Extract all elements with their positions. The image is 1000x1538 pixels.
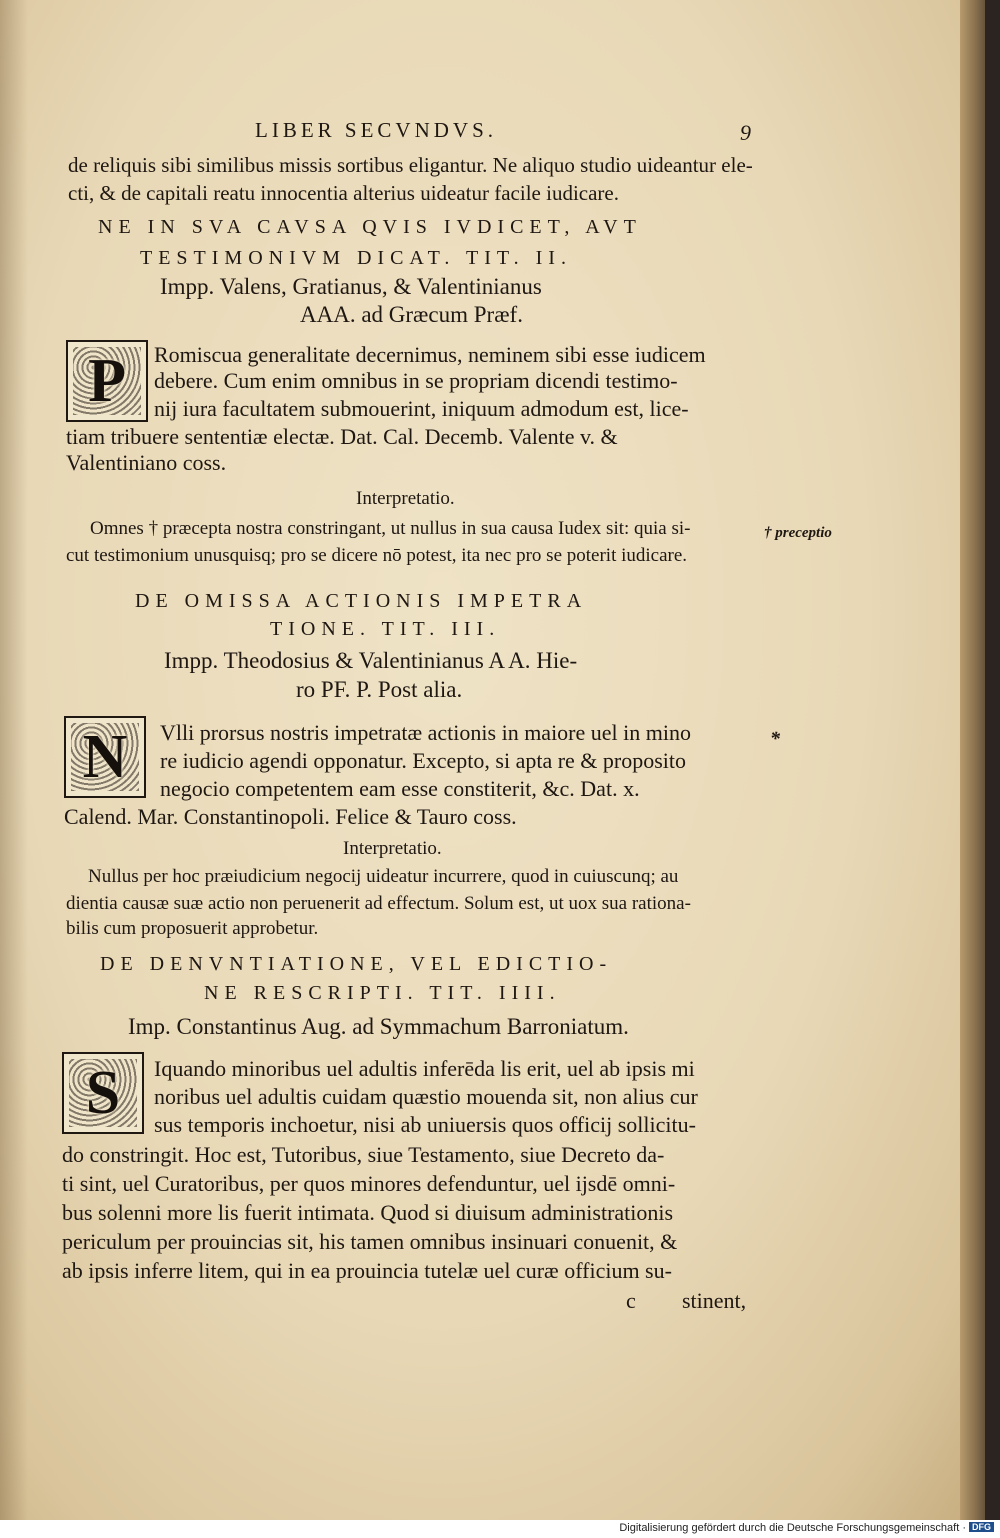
text-line: bilis cum proposuerit approbetur. xyxy=(66,918,319,939)
section-title: TIONE. TIT. III. xyxy=(270,618,501,640)
text-line: ti sint, uel Curatoribus, per quos minores defenduntur, uel ijsdē omni- xyxy=(62,1171,676,1196)
book-spine xyxy=(960,0,985,1520)
text-line: periculum per prouincias sit, his tamen omnibus insinuari conuenit, & xyxy=(62,1229,678,1254)
interpretatio-heading: Interpretatio. xyxy=(356,488,455,509)
text-line: Iquando minoribus uel adultis inferēda lis erit, uel ab ipsis mi xyxy=(154,1056,695,1081)
text-line: Valentiniano coss. xyxy=(66,450,227,475)
decorated-initial: S xyxy=(62,1052,144,1134)
text-line: bus solenni more lis fuerit intimata. Quod si diuisum administrationis xyxy=(62,1200,674,1225)
section-title: NE IN SVA CAVSA QVIS IVDICET, AVT xyxy=(98,216,642,238)
signature-mark: c xyxy=(626,1288,636,1313)
footer-credit-text: Digitalisierung gefördert durch die Deutsche Forschungsgemeinschaft · xyxy=(619,1522,966,1534)
rubric-line: ro PF. P. Post alia. xyxy=(296,677,463,702)
rubric-line: Impp. Valens, Gratianus, & Valentinianus xyxy=(160,274,542,299)
text-line: cut testimonium unusquisq; pro se dicere nō potest, ita nec pro se poterit iudicare. xyxy=(66,545,688,566)
margin-note: † preceptio xyxy=(764,525,832,541)
margin-asterisk: * xyxy=(770,728,780,750)
text-line: negocio competentem eam esse constiterit, &c. Dat. x. xyxy=(160,776,640,801)
running-title: LIBER SECVNDVS. xyxy=(255,118,498,142)
text-line: Omnes † præcepta nostra constringant, ut nullus in sua causa Iudex sit: quia si- xyxy=(90,518,691,539)
text-line: re iudicio agendi opponatur. Excepto, si apta re & proposito xyxy=(160,748,687,773)
page-number: 9 xyxy=(740,120,751,145)
text-line: Calend. Mar. Constantinopoli. Felice & Tauro coss. xyxy=(64,804,517,829)
section-title: TESTIMONIVM DICAT. TIT. II. xyxy=(140,247,572,269)
text-line: nij iura facultatem submouerint, iniquum admodum est, lice- xyxy=(154,396,689,421)
text-line: Nullus per hoc præiudicium negocij uideatur incurrere, quod in cuiuscunq; au xyxy=(88,866,679,887)
text-line: tiam tribuere sententiæ electæ. Dat. Cal. Decemb. Valente v. & xyxy=(66,424,618,449)
dfg-logo-icon: DFG xyxy=(969,1522,994,1532)
text-line: debere. Cum enim omnibus in se propriam dicendi testimo- xyxy=(154,368,678,393)
rubric-line: AAA. ad Græcum Præf. xyxy=(300,302,523,327)
section-title: DE DENVNTIATIONE, VEL EDICTIO- xyxy=(100,953,613,975)
decorated-initial: N xyxy=(64,716,146,798)
text-line: do constringit. Hoc est, Tutoribus, siue Testamento, siue Decreto da- xyxy=(62,1142,665,1167)
text-line: dientia causæ suæ actio non peruenerit ad effectum. Solum est, ut uox sua rationa- xyxy=(66,893,691,914)
section-title: NE RESCRIPTI. TIT. IIII. xyxy=(204,982,561,1004)
text-line: Vlli prorsus nostris impetratæ actionis in maiore uel in mino xyxy=(160,720,691,745)
text-line: sus temporis inchoetur, nisi ab uniuersis quos officij sollicitu- xyxy=(154,1112,696,1137)
section-title: DE OMISSA ACTIONIS IMPETRA xyxy=(135,590,588,612)
page-edge-shadow xyxy=(0,0,28,1520)
text-line: de reliquis sibi similibus missis sortibus eligantur. Ne aliquo studio uideantur ele- xyxy=(68,153,753,177)
text-line: Romiscua generalitate decernimus, neminem sibi esse iudicem xyxy=(154,342,706,367)
rubric-line: Impp. Theodosius & Valentinianus A A. Hie- xyxy=(164,648,578,673)
footer-credit xyxy=(619,1522,994,1534)
interpretatio-heading: Interpretatio. xyxy=(343,838,442,859)
text-line: noribus uel adultis cuidam quæstio mouenda sit, non alius cur xyxy=(154,1084,698,1109)
decorated-initial: P xyxy=(66,340,148,422)
catchword: stinent, xyxy=(682,1288,747,1313)
text-line: cti, & de capitali reatu innocentia alterius uideatur facile iudicare. xyxy=(68,181,619,205)
rubric-line: Imp. Constantinus Aug. ad Symmachum Barroniatum. xyxy=(128,1014,629,1039)
text-line: ab ipsis inferre litem, qui in ea prouincia tutelæ uel curæ officium su- xyxy=(62,1258,672,1283)
